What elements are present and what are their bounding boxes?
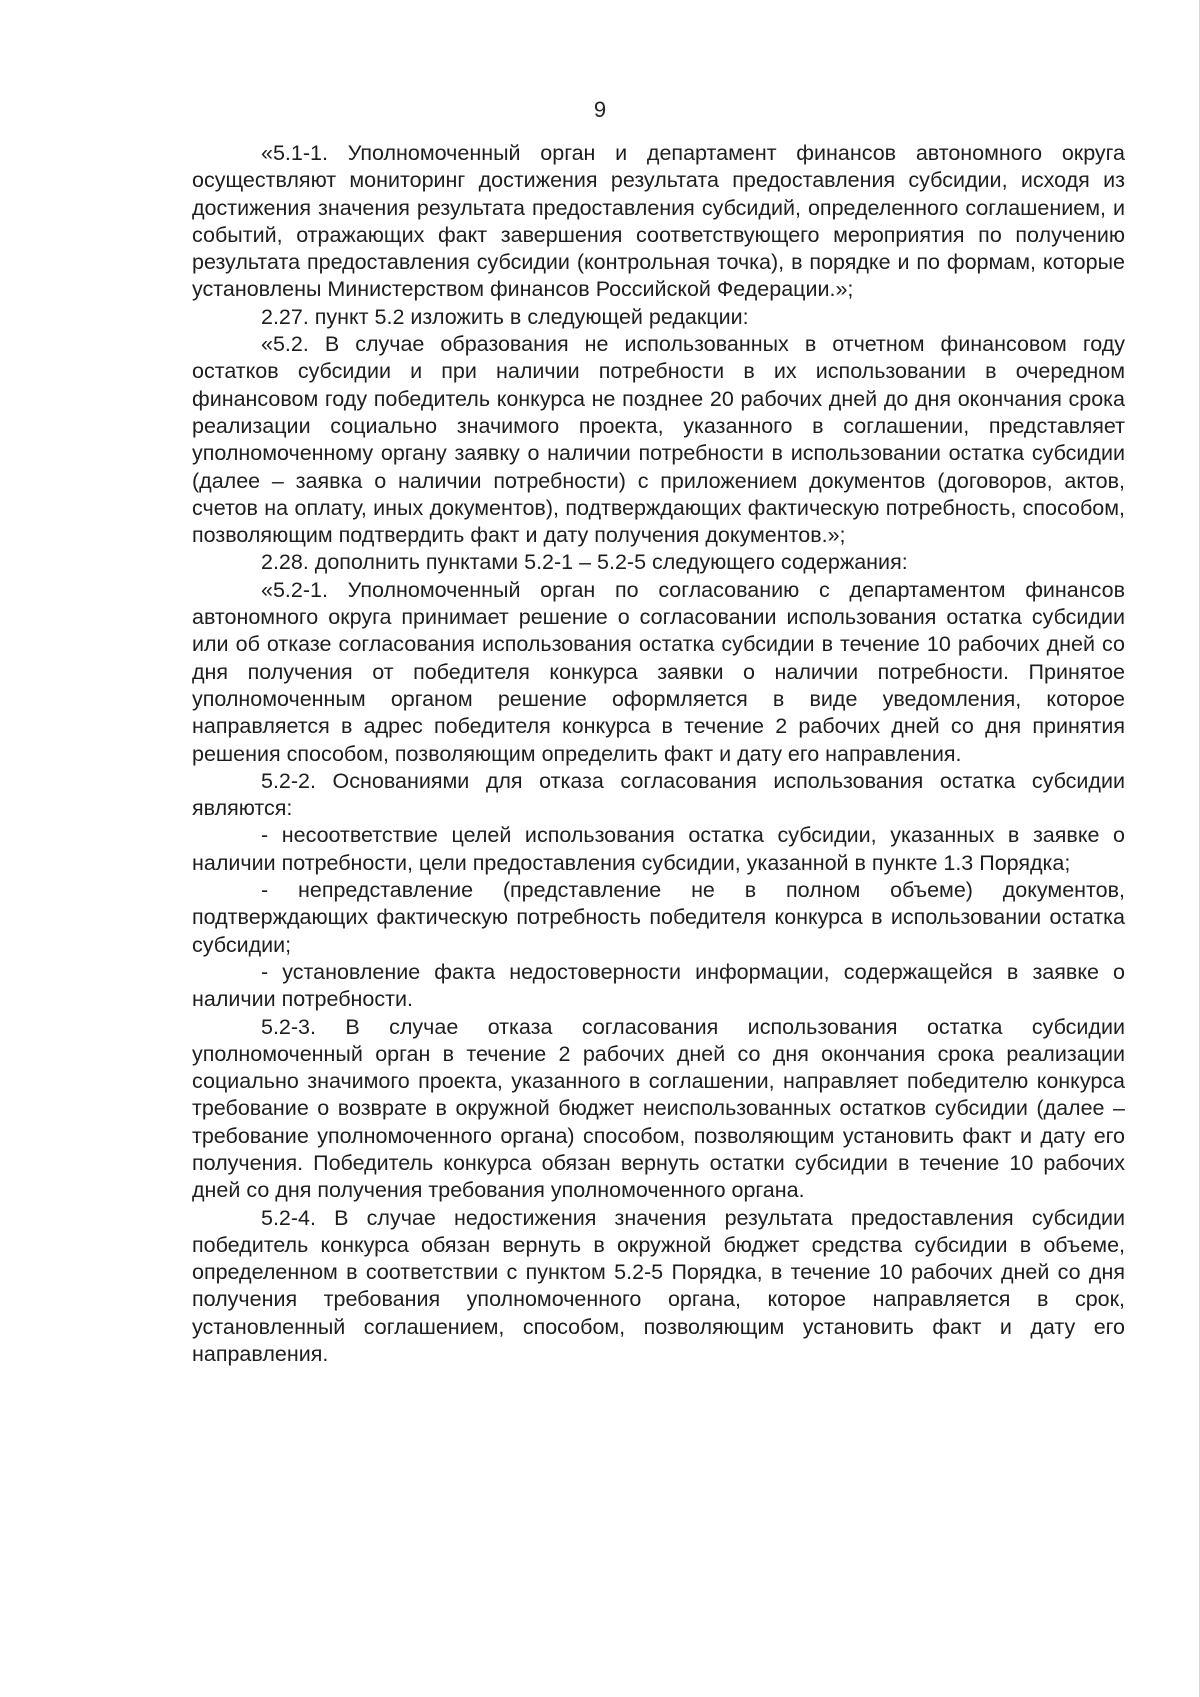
paragraph-5-2-4: 5.2-4. В случае недостижения значения результата предоставления субсидии победитель конкурса обязан вернуть в окружной бюджет средства субсидии в объеме, определенном в соответствии с пунктом 5.2-5 Порядка, в течение 10 рабочих дней со дня получения требования уполномоченного органа, которое направляется в срок, установленный соглашением, способом, позволяющим установить факт и дату его направления. [192, 1205, 1125, 1367]
page-number: 9 [593, 97, 607, 122]
paragraph-5-2: «5.2. В случае образования не использованных в отчетном финансовом году остатков субсидии и при наличии потребности в их использовании в очередном финансовом году победитель конкурса не позднее 20 рабочих дней до дня окончания срока реализации социально значимого проекта, указанного в соглашении, представляет уполномоченному органу заявку о наличии потребности в использовании остатка субсидии (далее – заявка о наличии потребности) с приложением документов (договоров, актов, счетов на оплату, иных документов), подтверждающих фактическую потребность, способом, позволяющим подтвердить факт и дату получения документов.»; [192, 332, 1125, 548]
paragraph-5-2-1: «5.2-1. Уполномоченный орган по согласованию с департаментом финансов автономного округа принимает решение о согласовании использования остатка субсидии или об отказе согласования использования остатка субсидии в течение 10 рабочих дней со дня получения от победителя конкурса заявки о наличии потребности. Принятое уполномоченным органом решение оформляется в виде уведомления, которое направляется в адрес победителя конкурса в течение 2 рабочих дней со дня принятия решения способом, позволяющим определить факт и дату его направления. [192, 577, 1125, 766]
paragraph-5-2-2: 5.2-2. Основаниями для отказа согласования использования остатка субсидии являются: [192, 768, 1125, 821]
paragraph-5-2-3: 5.2-3. В случае отказа согласования использования остатка субсидии уполномоченный орган в течение 2 рабочих дней со дня окончания срока реализации социально значимого проекта, указанного в соглашении, направляет победителю конкурса требование о возврате в окружной бюджет неиспользованных остатков субсидии (далее – требование уполномоченного органа) способом, позволяющим установить факт и дату его получения. Победитель конкурса обязан вернуть остатки субсидии в течение 10 рабочих дней со дня получения требования уполномоченного органа. [192, 1014, 1125, 1203]
list-item-documents-missing: - непредставление (представление не в полном объеме) документов, подтверждающих фактическую потребность победителя конкурса в использовании остатка субсидии; [192, 878, 1125, 957]
list-item-goals-mismatch: - несоответствие целей использования остатка субсидии, указанных в заявке о наличии потребности, цели предоставления субсидии, указанной в пункте 1.3 Порядка; [192, 823, 1125, 875]
list-item-false-information: - установление факта недостоверности информации, содержащейся в заявке о наличии потребности. [192, 959, 1125, 1012]
paragraph-2-27: 2.27. пункт 5.2 изложить в следующей редакции: [261, 304, 749, 329]
paragraph-5-1-1: «5.1-1. Уполномоченный орган и департамент финансов автономного округа осуществляют мониторинг достижения результата предоставления субсидии, исходя из достижения значения результата предоставления субсидий, определенного соглашением, и событий, отражающих факт завершения соответствующего мероприятия по получению результата предоставления субсидии (контрольная точка), в порядке и по формам, которые установлены Министерством финансов Российской Федерации.»; [192, 141, 1125, 302]
document-body [192, 140, 1125, 1368]
paragraph-2-28: 2.28. дополнить пунктами 5.2-1 – 5.2-5 следующего содержания: [261, 550, 908, 575]
